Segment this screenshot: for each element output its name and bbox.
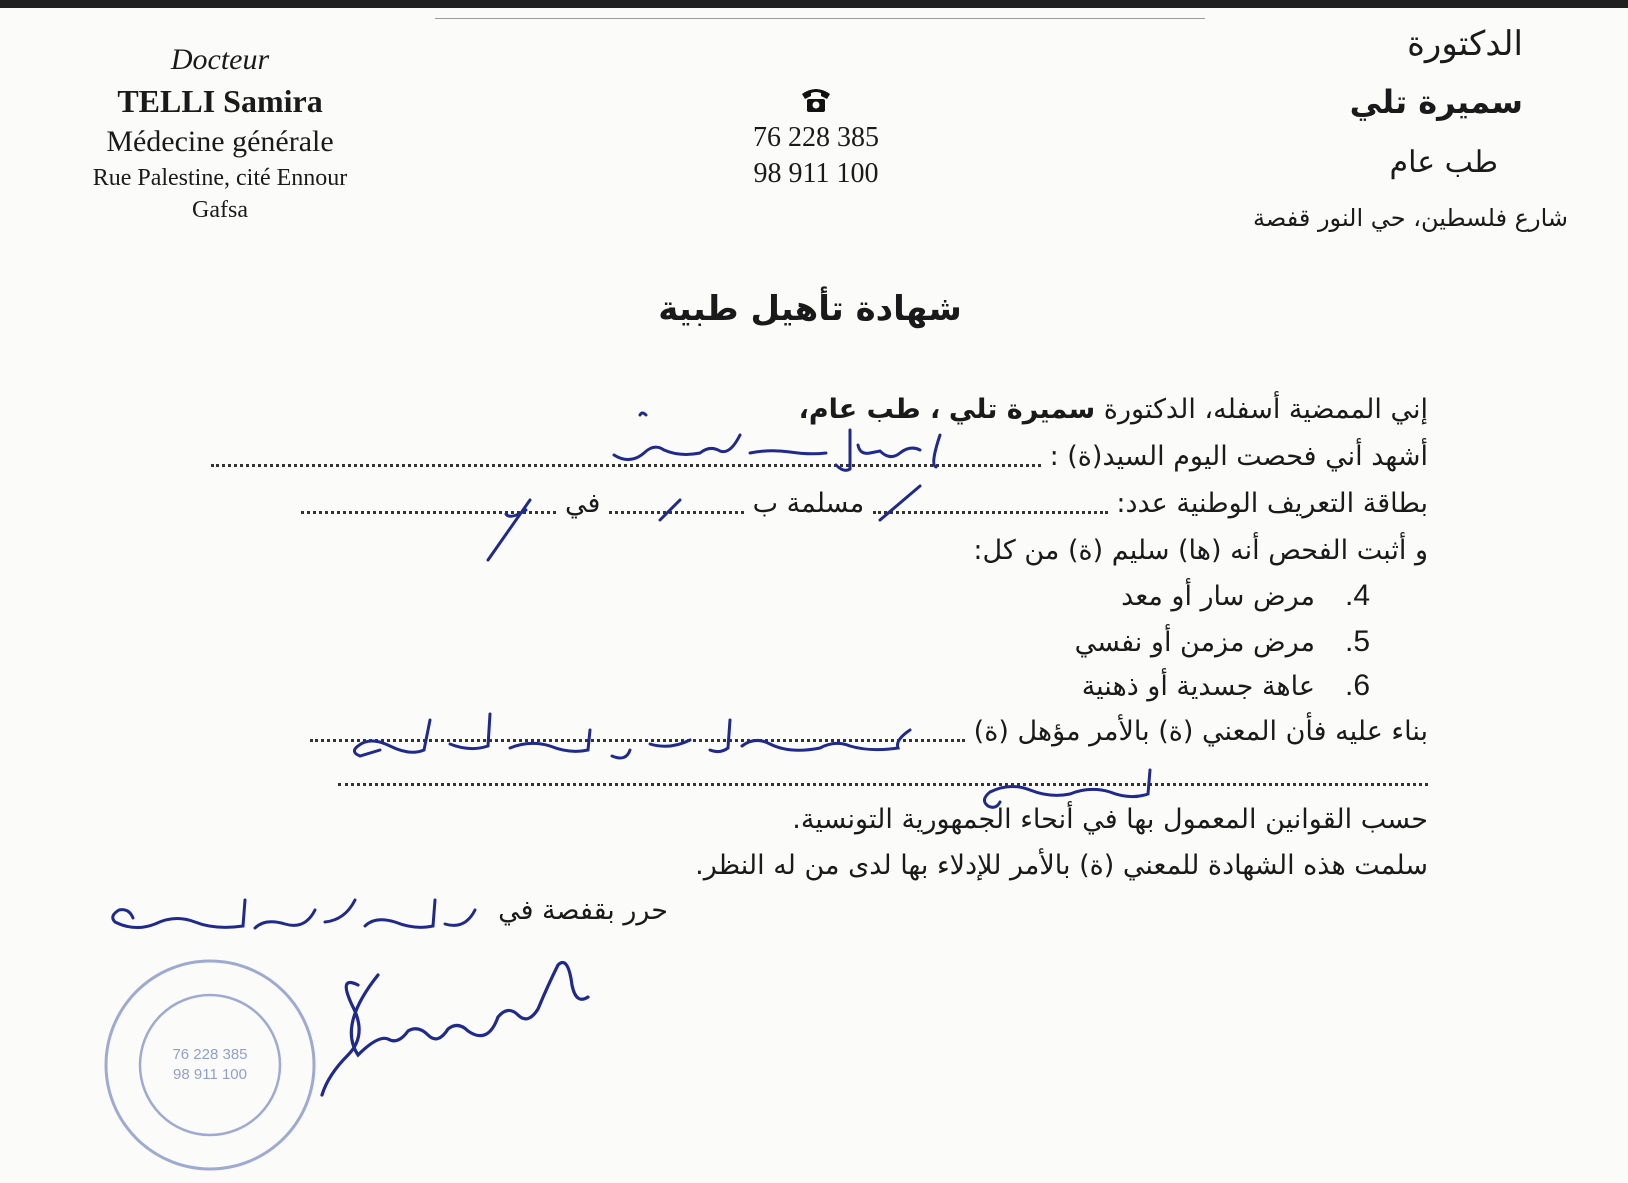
condition-text: مرض سار أو معد bbox=[1121, 581, 1315, 612]
id-card-label: بطاقة التعريف الوطنية عدد: bbox=[1116, 488, 1428, 519]
phone-block bbox=[700, 82, 932, 192]
law-line: حسب القوانين المعمول بها في أنحاء الجمهورية التونسية. bbox=[792, 804, 1428, 835]
handwriting-date bbox=[105, 880, 485, 960]
qualification-field bbox=[310, 723, 965, 742]
place-date-label: حرر بقفصة في bbox=[498, 895, 668, 926]
phone-number-1: 76 228 385 bbox=[753, 122, 879, 153]
letterhead-right bbox=[1148, 14, 1568, 240]
place-date-line bbox=[498, 891, 668, 931]
qualification-continuation bbox=[338, 756, 1428, 796]
id-card-number-field bbox=[873, 495, 1108, 514]
doctor-signature bbox=[318, 945, 608, 1105]
doctor-stamp bbox=[100, 955, 320, 1175]
qualification-field-2 bbox=[338, 767, 1428, 786]
declaration-text: إني الممضية أسفله، الدكتورة bbox=[1103, 394, 1428, 425]
examined-person-label: أشهد أني فحصت اليوم السيد(ة) : bbox=[1049, 441, 1428, 472]
examined-person-field bbox=[211, 448, 1041, 467]
issuance-line: سلمت هذه الشهادة للمعني (ة) بالأمر للإدلاء بها لدى من له النظر. bbox=[695, 850, 1428, 881]
telephone-icon bbox=[799, 82, 833, 116]
city-fr: Gafsa bbox=[192, 197, 248, 223]
condition-text: مرض مزمن أو نفسي bbox=[1074, 627, 1315, 658]
id-card-issued-label: مسلمة ب bbox=[752, 488, 865, 519]
stamp-phone-2: 98 911 100 bbox=[173, 1066, 247, 1083]
letterhead-left bbox=[60, 40, 380, 226]
examined-person-line bbox=[211, 437, 1428, 477]
doctor-title-ar: الدكتورة bbox=[1407, 24, 1523, 64]
qualification-label: بناء عليه فأن المعني (ة) بالأمر مؤهل (ة) bbox=[973, 716, 1428, 747]
address-fr: Rue Palestine, cité Ennour bbox=[92, 165, 348, 191]
doctor-name-fr: TELLI Samira bbox=[117, 83, 323, 119]
specialty-fr: Médecine générale bbox=[106, 125, 334, 158]
specialty-ar: طب عام bbox=[1389, 145, 1498, 180]
doctor-title-fr: Docteur bbox=[170, 43, 270, 76]
stamp-phone-1: 76 228 385 bbox=[172, 1046, 248, 1063]
phone-number-2: 98 911 100 bbox=[753, 158, 879, 189]
id-card-line bbox=[301, 484, 1428, 524]
qualification-line bbox=[310, 712, 1428, 752]
certificate-title: شهادة تأهيل طبية bbox=[658, 289, 962, 329]
condition-number: 6. bbox=[1344, 669, 1370, 702]
condition-item bbox=[1121, 576, 1370, 617]
condition-item bbox=[1075, 622, 1370, 663]
header-rule bbox=[435, 18, 1205, 19]
id-card-issuer-field bbox=[609, 495, 744, 514]
condition-number: 4. bbox=[1344, 579, 1370, 612]
address-ar: شارع فلسطين، حي النور قفصة bbox=[1253, 204, 1568, 232]
declaration-doctor-name: سميرة تلي bbox=[948, 394, 1096, 425]
exam-result-line: و أثبت الفحص أنه (ها) سليم (ة) من كل: bbox=[973, 535, 1428, 566]
condition-item bbox=[1082, 666, 1370, 707]
declaration-line bbox=[799, 390, 1428, 430]
condition-text: عاهة جسدية أو ذهنية bbox=[1081, 671, 1315, 702]
id-card-date-label: في bbox=[565, 488, 601, 519]
id-card-date-field bbox=[301, 495, 556, 514]
scan-edge bbox=[0, 0, 1628, 8]
declaration-specialty: ، طب عام، bbox=[798, 394, 941, 425]
condition-number: 5. bbox=[1344, 625, 1370, 658]
doctor-name-ar: سميرة تلي bbox=[1349, 83, 1523, 121]
